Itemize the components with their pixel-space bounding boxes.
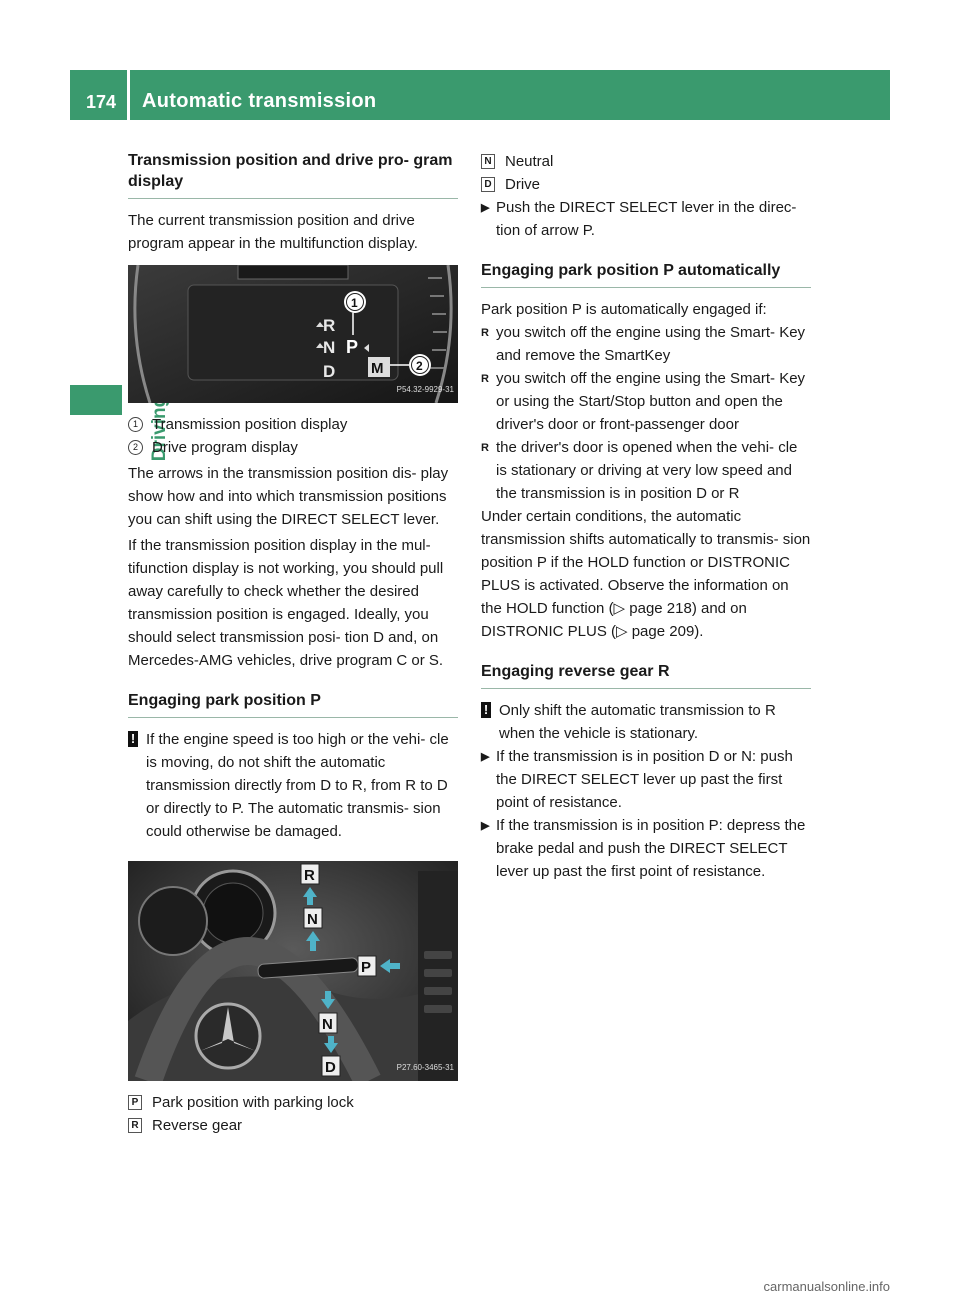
action-arrow-icon: ▶ <box>481 751 490 763</box>
list-text: the driver's door is opened when the vehi- cle is stationary or driving at very low speed and the transmission is in position D or R <box>496 439 798 502</box>
key-text: Reverse gear <box>152 1117 243 1134</box>
selector-lever-figure <box>128 861 458 1081</box>
action-arrow-icon: ▶ <box>481 202 490 214</box>
section-heading: Engaging park position P <box>128 690 458 718</box>
key-item <box>481 150 811 173</box>
figure-caption: P27.60-3465-31 <box>396 1063 454 1072</box>
action-step <box>481 745 811 814</box>
lever-r: R <box>304 867 315 884</box>
bullet-icon: R <box>481 442 489 454</box>
key-item <box>128 1091 458 1114</box>
warning-icon: ! <box>128 731 138 747</box>
key-item <box>481 173 811 196</box>
program-m: M <box>371 360 384 377</box>
lead-paragraph: Park position P is automatically engaged if: <box>481 301 767 318</box>
list-item <box>481 436 811 505</box>
figure-caption: P54.32-9929-31 <box>396 385 454 394</box>
callout-number: 2 <box>128 440 143 455</box>
section-heading: Engaging reverse gear R <box>481 661 811 689</box>
gear-p: P <box>346 337 359 357</box>
action-step <box>481 196 811 242</box>
side-tab-marker <box>70 385 122 415</box>
lever-d: D <box>325 1059 336 1076</box>
section-heading: Engaging park position P automatically <box>481 260 811 288</box>
callout-number: 1 <box>128 417 143 432</box>
key-symbol: R <box>128 1118 142 1133</box>
action-step <box>481 814 811 883</box>
gear-r: R <box>323 316 336 335</box>
action-text: If the transmission is in position D or N: push the DIRECT SELECT lever up past the first point of resistance. <box>496 748 793 811</box>
key-text: Park position with parking lock <box>152 1094 354 1111</box>
gear-d: D <box>323 362 336 381</box>
lever-p: P <box>361 959 372 976</box>
page-number: 174 <box>86 92 117 112</box>
body-paragraph: Under certain conditions, the automatic transmission shifts automatically to transmis- sion position P if the HOLD function or DISTRONIC PLUS is activated. Observe the information on the HOLD function (▷ page 218) and on DISTRONIC PLUS (▷ page 209). <box>481 508 811 640</box>
legend-text: Drive program display <box>152 439 298 456</box>
header-divider <box>127 70 130 120</box>
key-symbol: P <box>128 1095 142 1110</box>
page-header <box>70 70 890 120</box>
gear-n: N <box>323 338 336 357</box>
legend-item <box>128 436 458 459</box>
lever-n: N <box>307 911 318 928</box>
key-item <box>128 1114 458 1137</box>
key-symbol: D <box>481 177 495 192</box>
legend-text: Transmission position display <box>152 416 348 433</box>
warning-icon: ! <box>481 702 491 718</box>
list-item <box>481 321 811 367</box>
list-text: you switch off the engine using the Smart- Key or using the Start/Stop button and open the driver's door or front-passenger door <box>496 370 806 433</box>
lever-n2: N <box>322 1016 333 1033</box>
warning-text: Only shift the automatic transmission to R when the vehicle is stationary. <box>499 702 776 742</box>
body-paragraph: The arrows in the transmission position dis- play show how and into which transmission positions you can shift using the DIRECT SELECT lever. <box>128 465 449 528</box>
watermark: carmanualsonline.info <box>763 1279 890 1294</box>
action-arrow-icon: ▶ <box>481 820 490 832</box>
list-item <box>481 367 811 436</box>
body-paragraph: If the transmission position display in the mul- tifunction display is not working, you should pull away carefully to check whether the desired transmission position is engaged. Ideally, you should select transmission posi- tion D and, on Mercedes-AMG vehicles, drive program C or S. <box>128 537 444 669</box>
warning-note <box>128 728 458 843</box>
legend-item <box>128 413 458 436</box>
key-text: Neutral <box>505 153 554 170</box>
key-symbol: N <box>481 154 495 169</box>
action-text: Push the DIRECT SELECT lever in the direc- tion of arrow P. <box>496 199 797 239</box>
bullet-icon: R <box>481 327 489 339</box>
list-text: you switch off the engine using the Smart- Key and remove the SmartKey <box>496 324 806 364</box>
left-column <box>128 150 458 1137</box>
side-tab <box>70 120 122 500</box>
multifunction-display-figure <box>128 265 458 403</box>
action-text: If the transmission is in position P: depress the brake pedal and push the DIRECT SELECT lever up past the first point of resistance. <box>496 817 806 880</box>
callout-1: 1 <box>351 296 358 310</box>
intro-paragraph: The current transmission position and drive program appear in the multifunction display. <box>128 212 418 252</box>
right-column <box>481 150 811 883</box>
section-heading: Transmission position and drive pro- gram display <box>128 150 458 199</box>
callout-2: 2 <box>416 359 423 373</box>
key-text: Drive <box>505 176 541 193</box>
bullet-icon: R <box>481 373 489 385</box>
warning-note <box>481 699 811 745</box>
warning-text: If the engine speed is too high or the vehi- cle is moving, do not shift the automatic transmission directly from D to R, from R to D or directly to P. The automatic transmis- sion could otherwise be damaged. <box>146 731 449 840</box>
chapter-title: Automatic transmission <box>142 90 377 112</box>
steering-illustration <box>128 861 458 1081</box>
